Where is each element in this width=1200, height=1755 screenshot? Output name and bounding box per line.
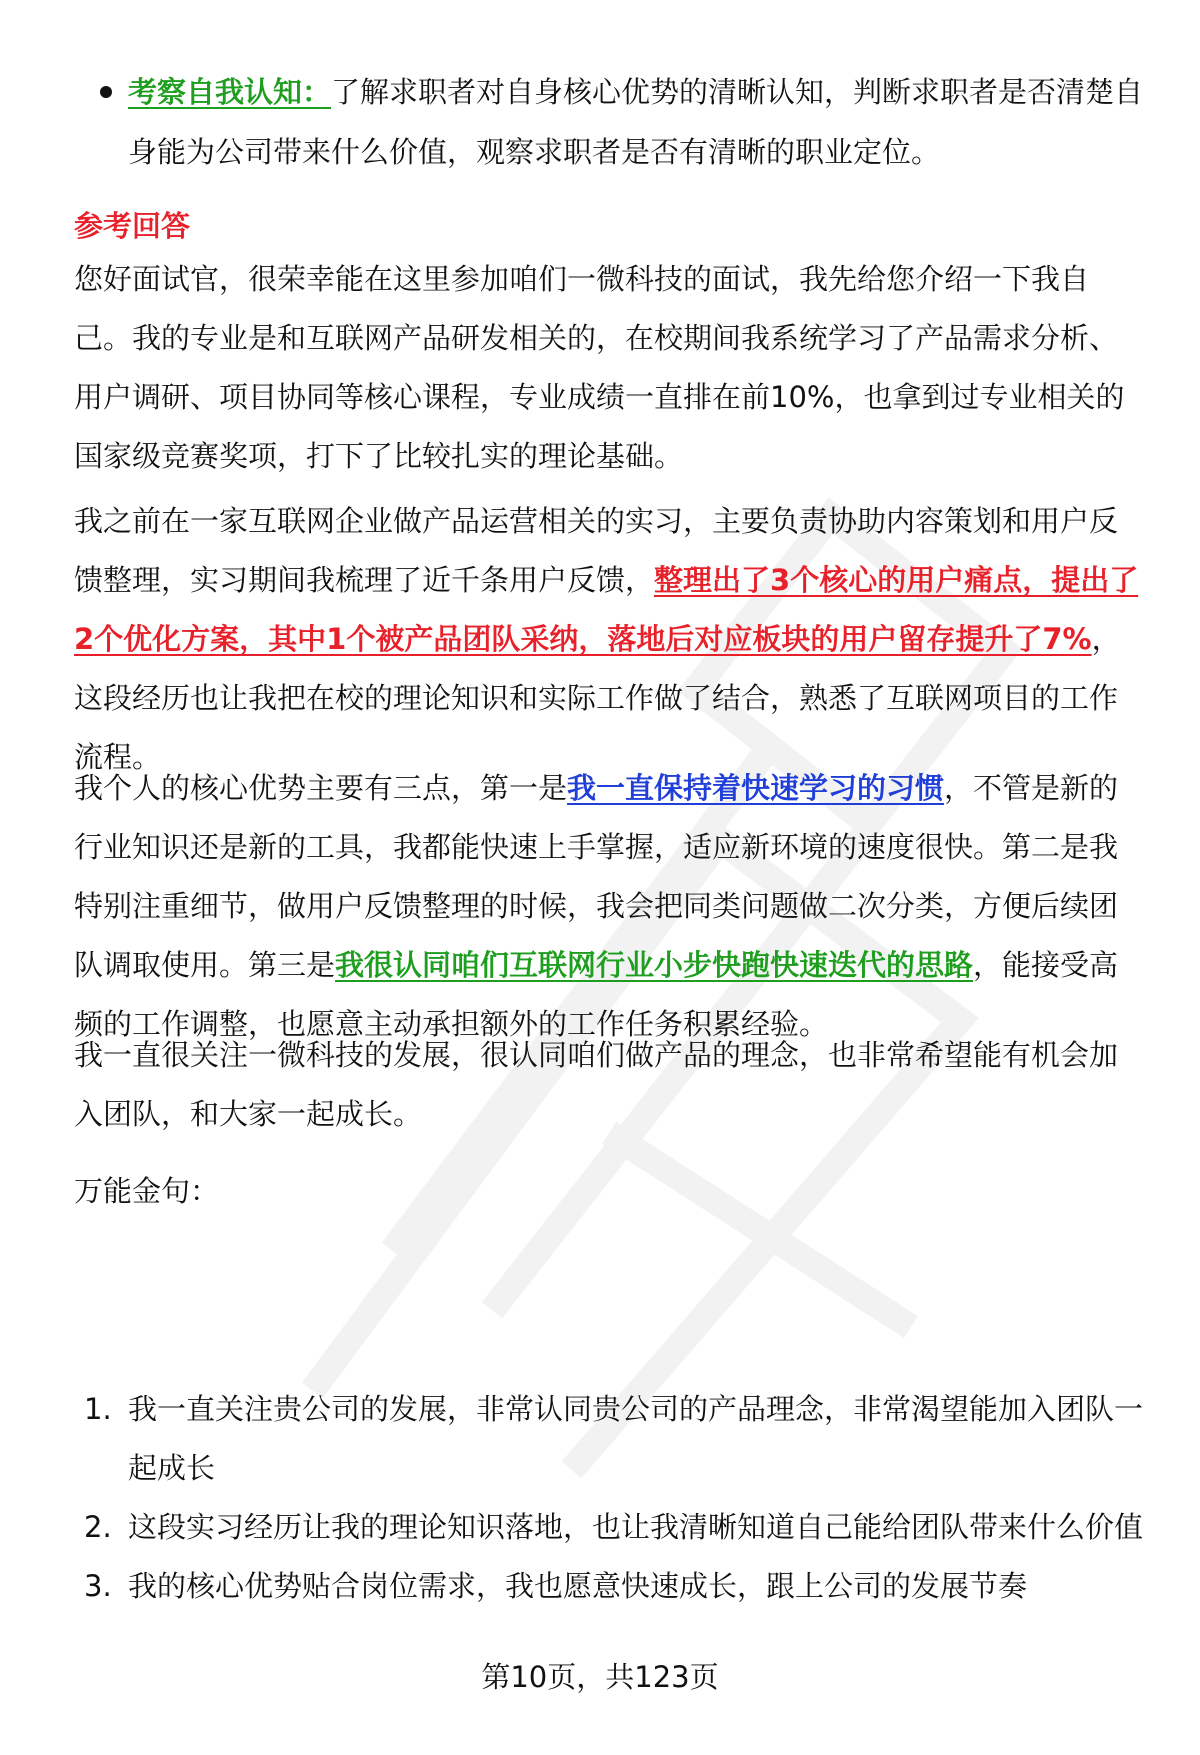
list-item — [74, 1380, 1144, 1498]
bullet-dot-icon — [100, 86, 112, 98]
golden-sentences-label: 万能金句： — [74, 1174, 220, 1208]
bullet-text — [128, 62, 1144, 182]
paragraph-strengths — [74, 759, 1144, 1054]
golden-sentences-list — [74, 1380, 1144, 1616]
section-heading: 参考回答 — [74, 209, 191, 243]
bullet-description: 了解求职者对自身核心优势的清晰认知，判断求职者是否清楚自身能为公司带来什么价值，观察求职者是否有清晰的职业定位。 — [128, 75, 1144, 169]
internship-highlight: 整理出了3个核心的用户痛点，提出了2个优化方案，其中1个被产品团队采纳，落地后对应板块的用户留存提升了7% — [74, 563, 1139, 656]
strengths-highlight-learning: 我一直保持着快速学习的习惯 — [567, 771, 945, 805]
list-item — [74, 1498, 1144, 1557]
list-text: 我一直关注贵公司的发展，非常认同贵公司的产品理念，非常渴望能加入团队一起成长 — [128, 1392, 1144, 1485]
page-footer: 第10页，共123页 — [481, 1660, 719, 1694]
paragraph-intro: 您好面试官，很荣幸能在这里参加咱们一微科技的面试，我先给您介绍一下我自己。我的专业是和互联网产品研发相关的，在校期间我系统学习了产品需求分析、用户调研、项目协同等核心课程，专业成绩一直排在前10%，也拿到过专业相关的国家级竞赛奖项，打下了比较扎实的理论基础。 — [74, 262, 1125, 473]
internship-text-after: ，这段经历也让我把在校的理论知识和实际工作做了结合，熟悉了互联网项目的工作流程。 — [74, 622, 1121, 774]
strengths-highlight-iteration: 我很认同咱们互联网行业小步快跑快速迭代的思路 — [335, 948, 974, 982]
list-number: 3. — [84, 1569, 112, 1603]
strengths-part2: ，不管是新的行业知识还是新的工具，我都能快速上手掌握，适应新环境的速度很快。第二是我特别注重细节，做用户反馈整理的时候，我会把同类问题做二次分类，方便后续团队调取使用。第三是 — [74, 771, 1119, 982]
list-text: 我的核心优势贴合岗位需求，我也愿意快速成长，跟上公司的发展节奏 — [128, 1569, 1028, 1603]
list-text: 这段实习经历让我的理论知识落地，也让我清晰知道自己能给团队带来什么价值 — [128, 1510, 1144, 1544]
strengths-part1: 我个人的核心优势主要有三点，第一是 — [74, 771, 568, 805]
list-number: 2. — [84, 1510, 112, 1544]
internship-text-before: 我之前在一家互联网企业做产品运营相关的实习，主要负责协助内容策划和用户反馈整理，实习期间我梳理了近千条用户反馈， — [74, 504, 1119, 597]
strengths-part3: ，能接受高频的工作调整，也愿意主动承担额外的工作任务积累经验。 — [74, 948, 1119, 1041]
list-item — [74, 1557, 1144, 1616]
paragraph-closing: 我一直很关注一微科技的发展，很认同咱们做产品的理念，也非常希望能有机会加入团队，和大家一起成长。 — [74, 1038, 1119, 1131]
paragraph-internship — [74, 492, 1144, 787]
list-number: 1. — [84, 1392, 112, 1426]
bullet-label: 考察自我认知： — [128, 75, 332, 109]
